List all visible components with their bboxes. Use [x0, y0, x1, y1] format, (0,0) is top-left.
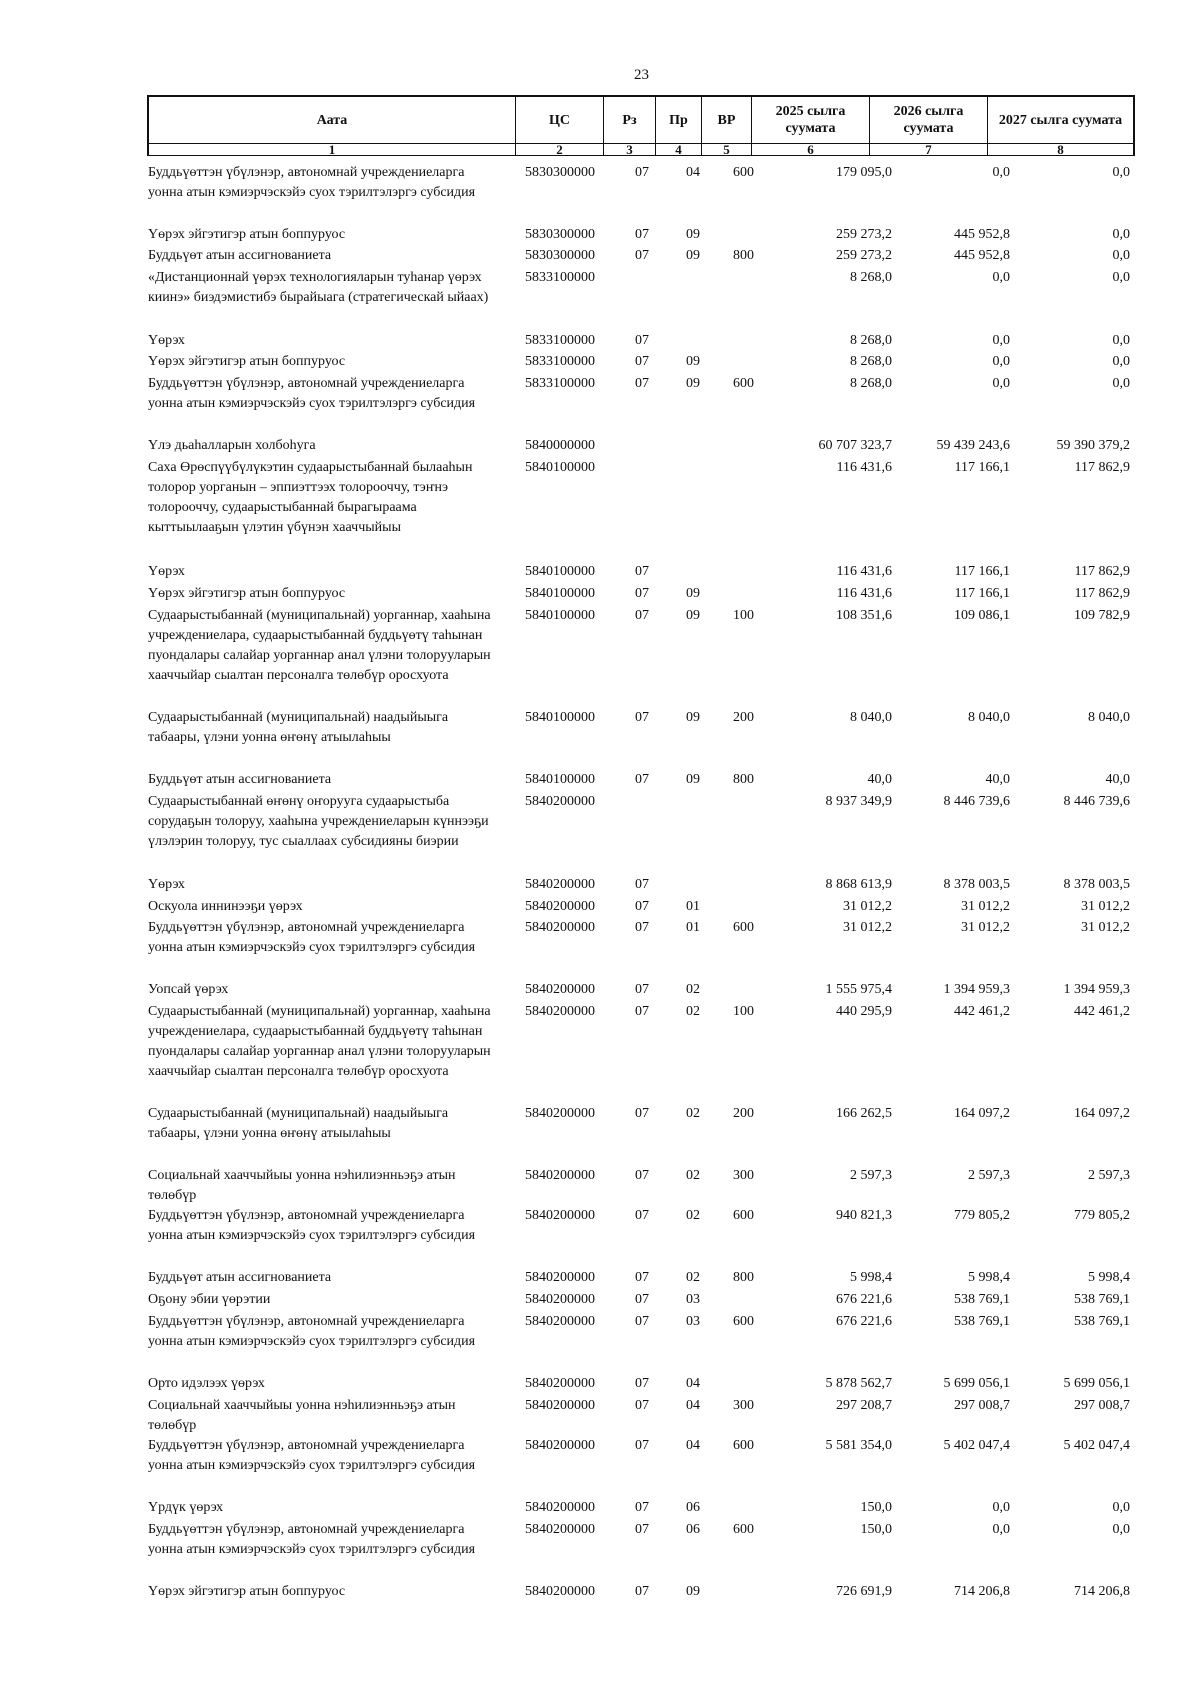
row-2027: 538 769,1	[1074, 1314, 1130, 1329]
row-2026: 0,0	[992, 354, 1010, 369]
row-name: Орто идэлээх үөрэх	[148, 1376, 265, 1391]
row-2025: 1 555 975,4	[825, 982, 892, 997]
row-cs: 5840200000	[525, 1168, 595, 1183]
row-cs: 5840200000	[525, 1438, 595, 1453]
row-2027: 5 998,4	[1088, 1270, 1130, 1285]
row-cs: 5840200000	[525, 920, 595, 935]
row-name: Судаарыстыбаннай (муниципальнай) уорганнар, хааһына учреждениелара, судаарыстыбаннай буддьүөтү таһынан пуондалары салайар уорганнар анал үлэни толорууларын хааччыйар сыалтан персоналга төлөбүр оросхуота	[148, 1004, 491, 1079]
header-name: Аата	[149, 97, 516, 143]
row-name: Буддьүөт атын ассигнованиета	[148, 248, 332, 263]
row-cs: 5833100000	[525, 333, 595, 348]
row-2026: 714 206,8	[954, 1584, 1010, 1599]
row-vr: 600	[733, 1522, 754, 1537]
row-2027: 5 402 047,4	[1063, 1438, 1130, 1453]
row-name: Судаарыстыбаннай (муниципальнай) наадыйыыга табаары, үлэни уонна өҥөнү атыылаһыы	[148, 1106, 449, 1141]
row-2027: 5 699 056,1	[1063, 1376, 1130, 1391]
colnum-7: 7	[870, 143, 988, 156]
row-cs: 5840100000	[525, 608, 595, 623]
row-2026: 445 952,8	[954, 248, 1010, 263]
row-2026: 0,0	[992, 270, 1010, 285]
row-name: Үөрэх эйгэтигэр атын боппуруос	[148, 586, 346, 601]
row-name: Оскуола иннинээҕи үөрэх	[148, 899, 303, 914]
row-2025: 5 878 562,7	[825, 1376, 892, 1391]
row-2027: 2 597,3	[1088, 1168, 1130, 1183]
row-2027: 0,0	[1112, 376, 1130, 391]
row-2027: 779 805,2	[1074, 1208, 1130, 1223]
row-pr: 09	[686, 586, 700, 601]
row-2025: 116 431,6	[836, 564, 892, 579]
row-rz: 07	[635, 982, 649, 997]
row-pr: 09	[686, 608, 700, 623]
row-cs: 5840200000	[525, 1208, 595, 1223]
row-2027: 0,0	[1112, 248, 1130, 263]
row-pr: 02	[686, 1106, 700, 1121]
row-pr: 04	[686, 165, 700, 180]
row-pr: 03	[686, 1292, 700, 1307]
row-name: Буддьүөт атын ассигнованиета	[148, 772, 332, 787]
row-vr: 300	[733, 1398, 754, 1413]
row-2025: 259 273,2	[836, 248, 892, 263]
row-rz: 07	[635, 1106, 649, 1121]
row-pr: 09	[686, 772, 700, 787]
row-2027: 0,0	[1112, 1500, 1130, 1515]
row-cs: 5830300000	[525, 248, 595, 263]
row-cs: 5840200000	[525, 794, 595, 809]
row-rz: 07	[635, 1522, 649, 1537]
row-cs: 5840100000	[525, 564, 595, 579]
row-2025: 166 262,5	[836, 1106, 892, 1121]
row-2025: 8 040,0	[850, 710, 892, 725]
row-cs: 5840200000	[525, 1004, 595, 1019]
row-name: Үөрэх эйгэтигэр атын боппуруос	[148, 227, 346, 242]
row-rz: 07	[635, 165, 649, 180]
row-2026: 8 446 739,6	[943, 794, 1010, 809]
row-cs: 5840200000	[525, 1314, 595, 1329]
header-2027: 2027 сылга суумата	[998, 112, 1123, 128]
row-rz: 07	[635, 227, 649, 242]
row-2026: 59 439 243,6	[936, 438, 1010, 453]
row-vr: 800	[733, 1270, 754, 1285]
row-2027: 117 862,9	[1074, 460, 1130, 475]
row-2027: 0,0	[1112, 270, 1130, 285]
colnum-1: 1	[149, 143, 516, 156]
row-pr: 04	[686, 1376, 700, 1391]
row-rz: 07	[635, 772, 649, 787]
row-2025: 150,0	[860, 1522, 892, 1537]
row-pr: 06	[686, 1500, 700, 1515]
row-pr: 09	[686, 376, 700, 391]
row-vr: 200	[733, 1106, 754, 1121]
row-2026: 779 805,2	[954, 1208, 1010, 1223]
row-2025: 726 691,9	[836, 1584, 892, 1599]
row-cs: 5833100000	[525, 376, 595, 391]
row-2025: 8 268,0	[850, 270, 892, 285]
row-2025: 940 821,3	[836, 1208, 892, 1223]
row-2027: 31 012,2	[1081, 899, 1130, 914]
row-2027: 8 378 003,5	[1063, 877, 1130, 892]
row-2025: 116 431,6	[836, 586, 892, 601]
row-rz: 07	[635, 1270, 649, 1285]
row-2025: 108 351,6	[836, 608, 892, 623]
row-2026: 5 998,4	[968, 1270, 1010, 1285]
row-2027: 117 862,9	[1074, 564, 1130, 579]
row-rz: 07	[635, 1398, 649, 1413]
row-rz: 07	[635, 710, 649, 725]
row-vr: 600	[733, 1438, 754, 1453]
row-name: Буддьүөттэн үбүлэнэр, автономнай учреждениеларга уонна атын кэмиэрчэскэйэ суох тэрилтэлэргэ субсидия	[148, 920, 476, 955]
row-2025: 5 581 354,0	[825, 1438, 892, 1453]
row-2025: 259 273,2	[836, 227, 892, 242]
row-pr: 03	[686, 1314, 700, 1329]
row-2025: 297 208,7	[836, 1398, 892, 1413]
row-vr: 600	[733, 1314, 754, 1329]
row-2026: 1 394 959,3	[943, 982, 1010, 997]
row-2026: 0,0	[992, 1500, 1010, 1515]
row-2026: 0,0	[992, 165, 1010, 180]
row-2026: 442 461,2	[954, 1004, 1010, 1019]
row-pr: 01	[686, 899, 700, 914]
row-pr: 04	[686, 1438, 700, 1453]
row-cs: 5833100000	[525, 354, 595, 369]
row-2026: 8 040,0	[968, 710, 1010, 725]
row-pr: 04	[686, 1398, 700, 1413]
row-name: Буддьүөттэн үбүлэнэр, автономнай учреждениеларга уонна атын кэмиэрчэскэйэ суох тэрилтэлэргэ субсидия	[148, 165, 476, 200]
row-rz: 07	[635, 608, 649, 623]
row-pr: 02	[686, 1270, 700, 1285]
row-vr: 100	[733, 608, 754, 623]
row-name: Социальнай хааччыйыы уонна нэһилиэнньэҕэ атын төлөбүр	[148, 1398, 456, 1433]
row-name: Үөрэх эйгэтигэр атын боппуруос	[148, 1584, 346, 1599]
row-2025: 5 998,4	[850, 1270, 892, 1285]
row-vr: 600	[733, 165, 754, 180]
row-name: Оҕону эбии үөрэтии	[148, 1292, 271, 1307]
row-cs: 5830300000	[525, 165, 595, 180]
row-2026: 117 166,1	[954, 586, 1010, 601]
row-cs: 5840200000	[525, 877, 595, 892]
header-cs: ЦС	[516, 97, 604, 143]
row-rz: 07	[635, 1584, 649, 1599]
row-name: Уопсай үөрэх	[148, 982, 229, 997]
row-vr: 800	[733, 772, 754, 787]
row-name: Социальнай хааччыйыы уонна нэһилиэнньэҕэ атын төлөбүр	[148, 1168, 456, 1203]
row-rz: 07	[635, 376, 649, 391]
row-2027: 164 097,2	[1074, 1106, 1130, 1121]
row-2027: 40,0	[1105, 772, 1130, 787]
row-name: Үөрэх	[148, 877, 185, 892]
row-2026: 117 166,1	[954, 460, 1010, 475]
row-cs: 5840000000	[525, 438, 595, 453]
row-2027: 538 769,1	[1074, 1292, 1130, 1307]
row-pr: 09	[686, 248, 700, 263]
colnum-5: 5	[702, 143, 752, 156]
row-2026: 538 769,1	[954, 1292, 1010, 1307]
row-name: Буддьүөттэн үбүлэнэр, автономнай учреждениеларга уонна атын кэмиэрчэскэйэ суох тэрилтэлэргэ субсидия	[148, 1314, 476, 1349]
table-header	[147, 95, 1135, 156]
row-2027: 31 012,2	[1081, 920, 1130, 935]
row-rz: 07	[635, 333, 649, 348]
row-pr: 09	[686, 710, 700, 725]
row-cs: 5840200000	[525, 982, 595, 997]
row-pr: 02	[686, 1004, 700, 1019]
row-2027: 8 446 739,6	[1063, 794, 1130, 809]
header-2025: 2025 сылга суумата	[752, 97, 870, 143]
row-name: Буддьүөттэн үбүлэнэр, автономнай учреждениеларга уонна атын кэмиэрчэскэйэ суох тэрилтэлэргэ субсидия	[148, 1438, 476, 1473]
row-rz: 07	[635, 1168, 649, 1183]
row-2026: 0,0	[992, 333, 1010, 348]
row-rz: 07	[635, 1438, 649, 1453]
row-name: Буддьүөт атын ассигнованиета	[148, 1270, 332, 1285]
row-rz: 07	[635, 1500, 649, 1515]
row-2027: 297 008,7	[1074, 1398, 1130, 1413]
row-2025: 2 597,3	[850, 1168, 892, 1183]
row-2027: 109 782,9	[1074, 608, 1130, 623]
row-rz: 07	[635, 1314, 649, 1329]
row-pr: 02	[686, 1168, 700, 1183]
row-rz: 07	[635, 920, 649, 935]
row-2026: 40,0	[985, 772, 1010, 787]
row-name: Үөрэх эйгэтигэр атын боппуруос	[148, 354, 346, 369]
colnum-2: 2	[516, 143, 604, 156]
row-vr: 600	[733, 1208, 754, 1223]
row-2027: 117 862,9	[1074, 586, 1130, 601]
colnum-4: 4	[656, 143, 702, 156]
page-number: 23	[634, 67, 649, 83]
row-cs: 5833100000	[525, 270, 595, 285]
row-pr: 09	[686, 227, 700, 242]
row-2025: 179 095,0	[836, 165, 892, 180]
row-2026: 297 008,7	[954, 1398, 1010, 1413]
row-name: Саха Өрөспүүбүлүкэтин судаарыстыбаннай былааһын толорор уорганын – эппиэттээх толорооччу, тэҥнэ толорооччу, судаарыстыбаннай бырагыраама кыттыылааҕын үлэтин үбүнэн хааччыйыы	[148, 460, 473, 535]
row-vr: 600	[733, 920, 754, 935]
row-pr: 09	[686, 1584, 700, 1599]
row-name: Буддьүөттэн үбүлэнэр, автономнай учреждениеларга уонна атын кэмиэрчэскэйэ суох тэрилтэлэргэ субсидия	[148, 376, 476, 411]
row-cs: 5840200000	[525, 1292, 595, 1307]
row-cs: 5840200000	[525, 1376, 595, 1391]
row-rz: 07	[635, 1004, 649, 1019]
row-name: Судаарыстыбаннай (муниципальнай) уорганнар, хааһына учреждениелара, судаарыстыбаннай буддьүөтү таһынан пуондалары салайар уорганнар анал үлэни толорууларын хааччыйар сыалтан персоналга төлөбүр оросхуота	[148, 608, 491, 683]
row-2026: 8 378 003,5	[943, 877, 1010, 892]
row-cs: 5840200000	[525, 1270, 595, 1285]
row-2026: 31 012,2	[961, 899, 1010, 914]
row-2027: 59 390 379,2	[1056, 438, 1130, 453]
row-rz: 07	[635, 354, 649, 369]
row-2026: 117 166,1	[954, 564, 1010, 579]
row-2026: 31 012,2	[961, 920, 1010, 935]
row-rz: 07	[635, 1376, 649, 1391]
row-2026: 109 086,1	[954, 608, 1010, 623]
row-2026: 5 699 056,1	[943, 1376, 1010, 1391]
row-name: Үрдүк үөрэх	[148, 1500, 224, 1515]
row-rz: 07	[635, 1292, 649, 1307]
row-cs: 5840100000	[525, 710, 595, 725]
row-2025: 40,0	[867, 772, 892, 787]
row-2026: 445 952,8	[954, 227, 1010, 242]
row-name: Үөрэх	[148, 333, 185, 348]
row-2025: 8 268,0	[850, 376, 892, 391]
row-2026: 164 097,2	[954, 1106, 1010, 1121]
row-cs: 5840200000	[525, 1584, 595, 1599]
row-cs: 5840200000	[525, 1106, 595, 1121]
row-name: Судаарыстыбаннай (муниципальнай) наадыйыыга табаары, үлэни уонна өҥөнү атыылаһыы	[148, 710, 449, 745]
row-name: Буддьүөттэн үбүлэнэр, автономнай учреждениеларга уонна атын кэмиэрчэскэйэ суох тэрилтэлэргэ субсидия	[148, 1522, 476, 1557]
row-2027: 0,0	[1112, 227, 1130, 242]
row-2027: 0,0	[1112, 333, 1130, 348]
row-pr: 02	[686, 1208, 700, 1223]
row-pr: 06	[686, 1522, 700, 1537]
row-vr: 300	[733, 1168, 754, 1183]
row-2026: 5 402 047,4	[943, 1438, 1010, 1453]
row-cs: 5840200000	[525, 1500, 595, 1515]
row-2025: 150,0	[860, 1500, 892, 1515]
row-vr: 100	[733, 1004, 754, 1019]
row-2025: 8 937 349,9	[825, 794, 892, 809]
row-rz: 07	[635, 1208, 649, 1223]
row-2025: 676 221,6	[836, 1314, 892, 1329]
row-cs: 5840200000	[525, 1522, 595, 1537]
row-pr: 02	[686, 982, 700, 997]
row-vr: 200	[733, 710, 754, 725]
colnum-3: 3	[604, 143, 656, 156]
row-pr: 01	[686, 920, 700, 935]
row-2026: 538 769,1	[954, 1314, 1010, 1329]
header-rz: Рз	[604, 97, 656, 143]
row-2025: 676 221,6	[836, 1292, 892, 1307]
row-2027: 0,0	[1112, 354, 1130, 369]
row-cs: 5830300000	[525, 227, 595, 242]
row-2027: 1 394 959,3	[1063, 982, 1130, 997]
row-vr: 600	[733, 376, 754, 391]
row-rz: 07	[635, 586, 649, 601]
row-2025: 8 268,0	[850, 354, 892, 369]
row-2026: 2 597,3	[968, 1168, 1010, 1183]
row-2025: 8 868 613,9	[825, 877, 892, 892]
row-2026: 0,0	[992, 1522, 1010, 1537]
row-2027: 8 040,0	[1088, 710, 1130, 725]
colnum-8: 8	[988, 143, 1133, 156]
row-cs: 5840200000	[525, 1398, 595, 1413]
row-name: Буддьүөттэн үбүлэнэр, автономнай учреждениеларга уонна атын кэмиэрчэскэйэ суох тэрилтэлэргэ субсидия	[148, 1208, 476, 1243]
row-2025: 440 295,9	[836, 1004, 892, 1019]
row-2025: 31 012,2	[843, 899, 892, 914]
row-cs: 5840200000	[525, 899, 595, 914]
header-pr: Пр	[656, 97, 702, 143]
row-rz: 07	[635, 248, 649, 263]
row-cs: 5840100000	[525, 460, 595, 475]
row-vr: 800	[733, 248, 754, 263]
row-cs: 5840100000	[525, 772, 595, 787]
row-name: Үлэ дьаһалларын холбоһуга	[148, 438, 316, 453]
row-rz: 07	[635, 564, 649, 579]
row-2025: 31 012,2	[843, 920, 892, 935]
row-name: Үөрэх	[148, 564, 185, 579]
row-2026: 0,0	[992, 376, 1010, 391]
header-vr: ВР	[702, 97, 752, 143]
row-2025: 116 431,6	[836, 460, 892, 475]
row-2027: 442 461,2	[1074, 1004, 1130, 1019]
row-2025: 8 268,0	[850, 333, 892, 348]
row-name: Судаарыстыбаннай өҥөнү оҥорууга судаарыстыба сорудаҕын толоруу, хааһына учреждениеларын күннээҕи үлэлэрин толоруу, тус сыаллаах субсидияны биэрии	[148, 794, 489, 849]
row-2027: 0,0	[1112, 165, 1130, 180]
row-2027: 714 206,8	[1074, 1584, 1130, 1599]
row-2025: 60 707 323,7	[818, 438, 892, 453]
row-cs: 5840100000	[525, 586, 595, 601]
row-name: «Дистанционнай үөрэх технологияларын туһанар үөрэх киинэ» биэдэмистибэ бырайыага (стратегическай ыйаах)	[148, 270, 489, 305]
header-2026: 2026 сылга суумата	[870, 97, 988, 143]
row-rz: 07	[635, 877, 649, 892]
row-pr: 09	[686, 354, 700, 369]
row-2027: 0,0	[1112, 1522, 1130, 1537]
row-rz: 07	[635, 899, 649, 914]
colnum-6: 6	[752, 143, 870, 156]
